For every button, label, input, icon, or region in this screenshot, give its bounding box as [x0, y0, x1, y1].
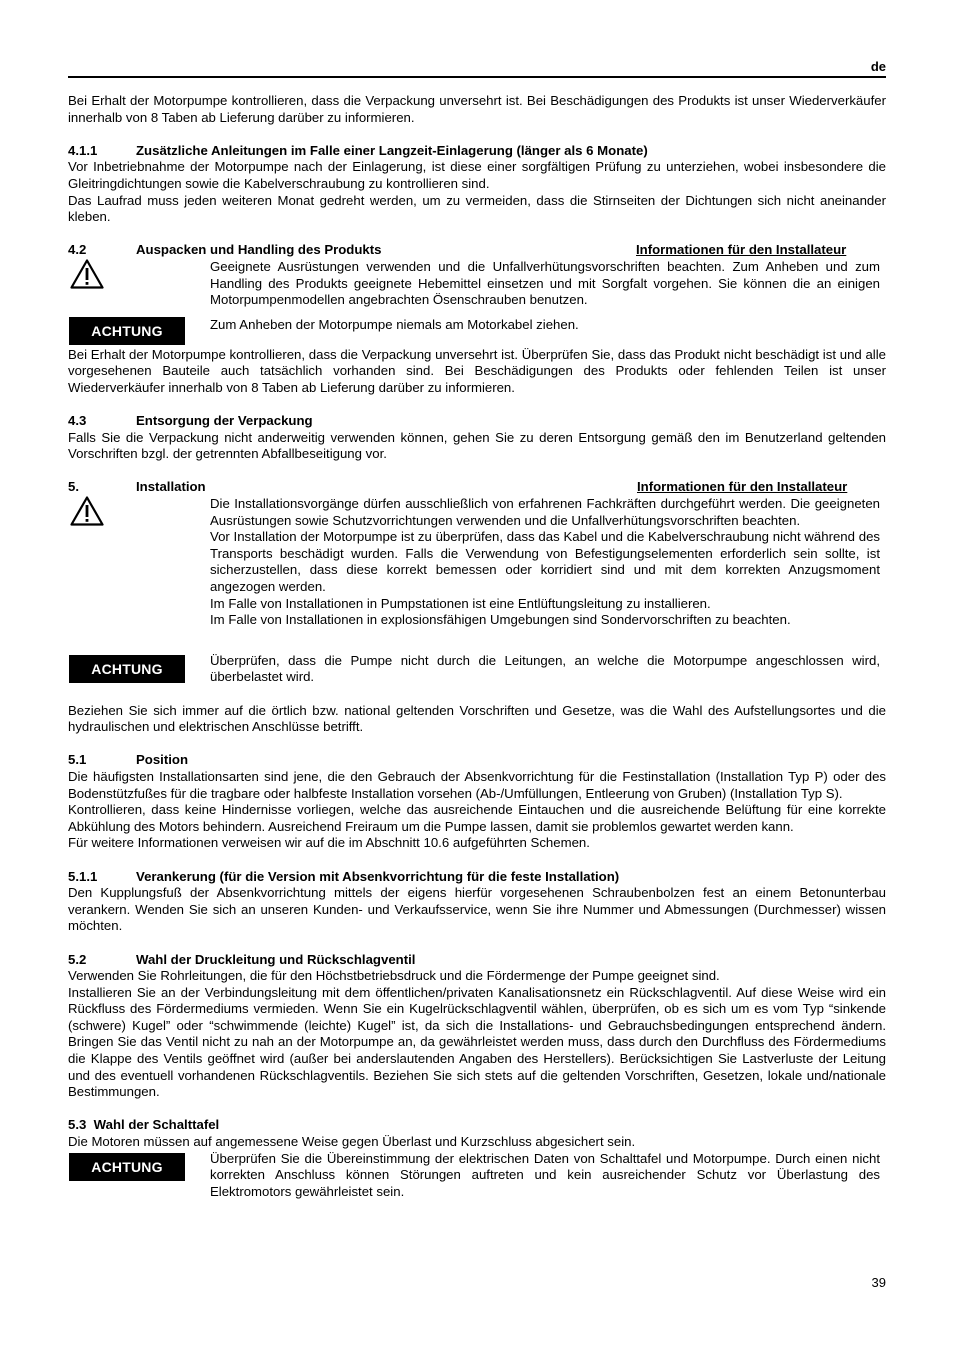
heading-5-1-1 — [68, 869, 886, 886]
section-title: Installation — [136, 479, 206, 495]
warning-text: Die Installationsvorgänge dürfen ausschließlich von erfahrenen Fachkräften durchgeführt werden. Die geeigneten Ausrüstungen sowie Schutzvorrichtungen verwenden und die Unfallverhütungsvorschriften beachten. — [210, 496, 880, 528]
section-title: Entsorgung der Verpackung — [136, 413, 313, 429]
paragraph: Verwenden Sie Rohrleitungen, die für den Höchstbetriebsdruck und die Fördermenge der Pumpe geeignet sind. — [68, 968, 720, 984]
language-code: de — [870, 59, 886, 74]
paragraph: Für weitere Informationen verweisen wir auf die im Abschnitt 10.6 aufgeführten Schemen. — [68, 835, 590, 851]
heading-5 — [68, 479, 886, 496]
paragraph: Die Motoren müssen auf angemessene Weise gegen Überlast und Kurzschluss abgesichert sein. — [68, 1134, 636, 1150]
paragraph: Vor Inbetriebnahme der Motorpumpe nach der Einlagerung, ist diese einer sorgfältigen Prüfung zu unterziehen, wobei insbesondere die Gleitringdichtungen sowie die Kabelverschraubung zu kontrollieren sind. — [68, 159, 886, 191]
page-number: 39 — [871, 1275, 886, 1290]
achtung-text: Überprüfen, dass die Pumpe nicht durch die Leitungen, an welche die Motorpumpe angeschlossen wird, überbelastet wird. — [210, 652, 880, 685]
paragraph: Beziehen Sie sich immer auf die örtlich bzw. national geltenden Vorschriften und Gesetze, was die Wahl des Aufstellungsortes und die hydraulischen und elektrischen Anschlüsse betrifft. — [68, 702, 886, 735]
section-title: Wahl der Druckleitung und Rückschlagventil — [136, 951, 416, 967]
section-number: 5.1.1 — [68, 868, 98, 884]
paragraph: Bei Erhalt der Motorpumpe kontrollieren, dass die Verpackung unversehrt ist. Überprüfen Sie, dass das Produkt nicht beschädigt ist und alle vorgesehenen Bauteile auch tatsächlich vorhanden sind. Bei Beschädigungen des Produkts oder fehlenden Teilen ist unser Wiederverkäufer innerhalb von 8 Taben ab Lieferung darüber zu informieren. — [68, 346, 886, 395]
achtung-text: Zum Anheben der Motorpumpe niemals am Motorkabel ziehen. — [210, 316, 579, 332]
achtung-badge: ACHTUNG — [69, 317, 185, 345]
section-title: Auspacken und Handling des Produkts — [136, 242, 382, 258]
heading-4-2 — [68, 242, 886, 259]
section-number: 4.1.1 — [68, 142, 98, 158]
section-number: 5.1 — [68, 752, 87, 768]
section-title: Zusätzliche Anleitungen im Falle einer Langzeit-Einlagerung (länger als 6 Monate) — [136, 142, 648, 158]
paragraph: Falls Sie die Verpackung nicht anderweitig verwenden können, gehen Sie zu deren Entsorgung gemäß den im Benutzerland geltenden Vorschriften bzgl. der getrennten Abfallbeseitigung vor. — [68, 429, 886, 462]
page-header — [68, 56, 886, 78]
section-number: 4.3 — [68, 413, 87, 429]
paragraph: Installieren Sie an der Verbindungsleitung mit dem öffentlichen/privaten Kanalisationsnetz ein Rückschlagventil. Auf diese Weise wird ein Rückfluss des Fördermediums vermieden. Wenn Sie ein Kugelrückschlagventil wählen, überprüfen, ob es sich um es vom Typ “sinkende (schwere) Kugel” oder “schwimmende (leichte) Kugel” ist, da sich die Installations- und Gebrauchsbedingungen entsprechend ändern. Bringen Sie das Ventil nicht zu nah an der Motorpumpe an, da gewährleistet werden muss, dass durch den Durchfluss des Fördermediums die Klappe des Ventils geöffnet wird (außer bei anderslautenden Angaben des Herstellers). Berücksichtigen Sie Lastverluste der Leitung und des eventuell vorhandenen Rückschlagventils. Beziehen Sie sich stets auf die geltenden Vorschriften, Gesetzen, lokale und/nationale Bestimmungen. — [68, 984, 886, 1100]
warning-block — [68, 496, 886, 629]
achtung-block — [68, 317, 886, 347]
warning-triangle-icon — [70, 496, 104, 526]
section-title: Verankerung (für die Version mit Absenkvorrichtung für die feste Installation) — [136, 868, 620, 884]
warning-text: Im Falle von Installationen in explosionsfähigen Umgebungen sind Sondervorschriften zu beachten. — [210, 612, 791, 628]
achtung-badge: ACHTUNG — [69, 1153, 185, 1181]
heading-4-1-1 — [68, 143, 886, 160]
achtung-badge: ACHTUNG — [69, 655, 185, 683]
installer-info-label: Informationen für den Installateur — [637, 479, 848, 495]
intro-text: Bei Erhalt der Motorpumpe kontrollieren, dass die Verpackung unversehrt ist. Bei Beschädigungen des Produkts ist unser Wiederverkäufer innerhalb von 8 Taben ab Lieferung darüber zu informieren. — [68, 93, 886, 125]
section-number: 4.2 — [68, 242, 87, 258]
heading-5-3: 5.3 Wahl der Schalttafel — [68, 1117, 220, 1133]
heading-4-3 — [68, 413, 886, 430]
section-title: Position — [136, 752, 189, 768]
achtung-block — [68, 653, 886, 686]
achtung-block — [68, 1151, 886, 1201]
warning-text: Im Falle von Installationen in Pumpstationen ist eine Entlüftungsleitung zu installieren. — [210, 595, 711, 611]
paragraph: Kontrollieren, dass keine Hindernisse vorliegen, welche das ausreichende Eintauchen und die ausreichende Belüftung für eine korrekte Abkühlung des Motors behindern. Ausreichend Freiraum um die Pumpe lassen, damit sie problemlos gewartet werden kann. — [68, 802, 886, 834]
paragraph: Den Kupplungsfuß der Absenkvorrichtung mittels der eigens hierfür vorgesehenen Schraubenbolzen fest an einem Betonunterbau verankern. Wenden Sie sich an unseren Kunden- und Verkaufsservice, wenn Sie ihre Nummer und Abmessungen (Durchmesser) wissen möchten. — [68, 885, 886, 934]
installer-info-label: Informationen für den Installateur — [636, 242, 847, 258]
page — [68, 56, 886, 1200]
heading-5-1 — [68, 752, 886, 769]
section-number: 5.2 — [68, 951, 87, 967]
paragraph: Die häufigsten Installationsarten sind jene, die den Gebrauch der Absenkvorrichtung für die Festinstallation (Installation Typ P) oder des Bodenstützfußes für die tragbare oder halbfeste Installation vorsehen (Ab-/Umfüllungen, Entleerung von Gruben) (Installation Typ S). — [68, 768, 886, 801]
warning-text: Geeignete Ausrüstungen verwenden und die Unfallverhütungsvorschriften beachten. Zum Anheben und zum Handling des Produkts geeignete Hebemittel einsetzen und mit Sorgfalt vorgehen. Sie können die an einigen Motorpumpenmodellen angebrachten Ösenschrauben benutzen. — [210, 258, 880, 308]
heading-5-2 — [68, 952, 886, 969]
section-number: 5. — [68, 479, 79, 495]
paragraph: Das Laufrad muss jeden weiteren Monat gedreht werden, um zu vermeiden, dass die Stirnseiten der Dichtungen sich nicht aneinander kleben. — [68, 192, 886, 225]
warning-block — [68, 259, 886, 309]
achtung-text: Überprüfen Sie die Übereinstimmung der elektrischen Daten von Schalttafel und Motorpumpe. Durch einen nicht korrekten Anschluss können Störungen auftreten und kein ausreichender Schutz vor Überlastung des Elektromotors gewährleistet sein. — [210, 1150, 880, 1199]
warning-triangle-icon — [70, 259, 104, 289]
warning-text: Vor Installation der Motorpumpe ist zu überprüfen, dass das Kabel und die Kabelverschraubung nicht während des Transports beschädigt wurden. Falls die Verwendung von Befestigungselementen erforderlich sein sollte, ist sicherzustellen, dass diese korrekt bemessen oder korridiert sind und mit dem korrekten Anzugsmoment angezogen werden. — [210, 529, 880, 595]
